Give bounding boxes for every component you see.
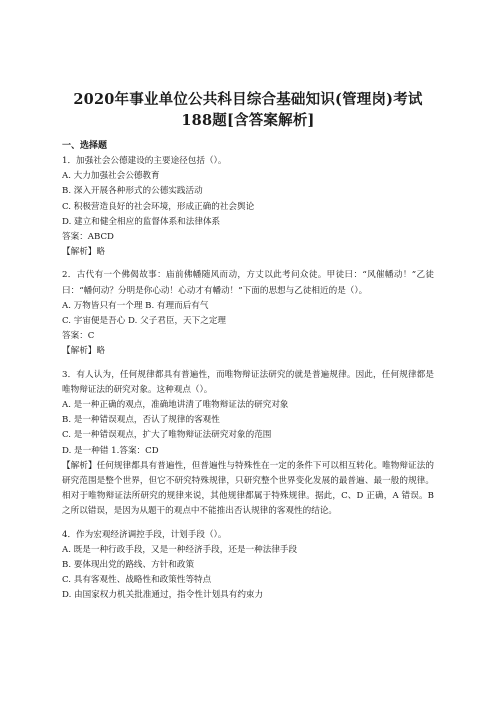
document-title-line2: 188题[含答案解析] xyxy=(181,112,315,129)
document-body xyxy=(62,139,434,604)
option-c: C. 是一种错误观点，扩大了唯物辩证法研究对象的范围 xyxy=(62,430,272,441)
analysis: 【解析】任何规律都具有普遍性，但普遍性与特殊性在一定的条件下可以相互转化。唯物辩证法的研究范围是整个世界，但它不研究特殊规律，只研究整个世界变化发展的最普遍、最一般的规律。相对于唯物辩证法所研究的规律来说，其他规律都属于特殊规律。据此，C、D 正确，A 错误。B 之所以错误，是因为从题干的观点中不能推出否认规律的客观性的结论。 xyxy=(62,460,434,517)
analysis: 【解析】略 xyxy=(62,247,105,258)
option-d-answer: D. 是一种错 1.答案：CD xyxy=(62,445,159,456)
section-heading: 一、选择题 xyxy=(62,141,108,151)
document-title-line1: 2020年事业单位公共科目综合基础知识(管理岗)考试 xyxy=(73,91,423,108)
option-b: B. 是一种错误观点，否认了规律的客观性 xyxy=(62,415,220,426)
question-stem: 1．加强社会公德建设的主要途径包括（）。 xyxy=(62,156,227,166)
option-a: A. 大力加强社会公德教育 xyxy=(62,171,160,182)
question-1 xyxy=(62,154,434,260)
option-c: C. 具有客观性、战略性和政策性等特点 xyxy=(62,575,212,586)
analysis: 【解析】略 xyxy=(62,346,105,357)
option-b: B. 深入开展各种形式的公德实践活动 xyxy=(62,186,203,197)
option-c-d: C. 宇宙便是吾心 D. 父子君臣，天下之定理 xyxy=(62,316,227,327)
option-d: D. 由国家权力机关批准通过，指令性计划具有约束力 xyxy=(62,590,264,601)
answer: 答案：ABCD xyxy=(62,232,114,243)
option-a: A. 既是一种行政手段，又是一种经济手段，还是一种法律手段 xyxy=(62,544,298,555)
option-a: A. 是一种正确的观点，准确地讲清了唯物辩证法的研究对象 xyxy=(62,400,289,411)
question-stem: 4．作为宏观经济调控手段，计划手段（）。 xyxy=(62,529,227,540)
question-stem: 3．有人认为，任何规律都具有普遍性，而唯物辩证法研究的就是普遍规律。因此，任何规律都是唯物辩证法的研究对象。这种观点（）。 xyxy=(62,369,434,395)
option-a-b: A. 万物皆只有一个理 B. 有理而后有气 xyxy=(62,300,209,311)
question-2 xyxy=(62,268,434,359)
option-d: D. 建立和健全相应的监督体系和法律体系 xyxy=(62,216,221,227)
question-3 xyxy=(62,368,434,520)
question-stem: 2．古代有一个佛偈故事：庙前佛幡随风而动，方丈以此考问众徒。甲徒曰：“风催幡动！”乙徒曰：“幡何动？分明是你心动！心动才有幡动！”下面的思想与乙徒相近的是（）。 xyxy=(62,270,434,296)
option-c: C. 积极营造良好的社会环境，形成正确的社会舆论 xyxy=(62,201,255,212)
answer: 答案：C xyxy=(62,331,95,342)
question-4 xyxy=(62,528,434,604)
option-b: B. 要体现出党的路线、方针和政策 xyxy=(62,560,195,571)
